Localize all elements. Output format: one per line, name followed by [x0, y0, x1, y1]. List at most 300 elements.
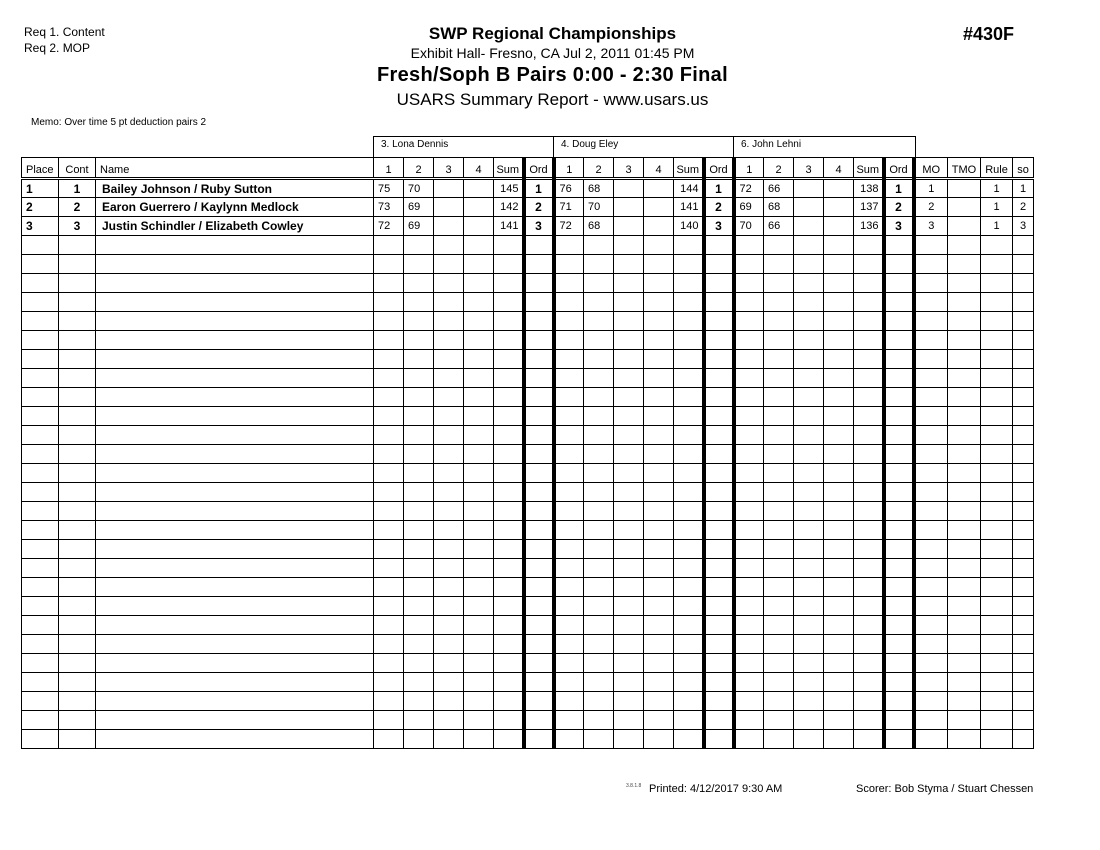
score-4-cell [824, 730, 854, 749]
score-3-cell [614, 616, 644, 635]
ordinal-cell [704, 654, 734, 673]
ordinal-cell [704, 255, 734, 274]
score-3-cell [794, 597, 824, 616]
rule-cell [981, 331, 1013, 350]
score-3-cell [434, 369, 464, 388]
score-2-cell [764, 521, 794, 540]
ordinal-cell [524, 578, 554, 597]
sum-cell [854, 502, 884, 521]
ordinal-cell [884, 331, 914, 350]
score-4-cell [824, 540, 854, 559]
ordinal-cell [704, 673, 734, 692]
score-2-cell [584, 274, 614, 293]
cont-cell [59, 426, 96, 445]
score-4-cell [824, 426, 854, 445]
mo-cell [914, 559, 948, 578]
score-3-cell [434, 274, 464, 293]
table-row [22, 711, 1034, 730]
sum-cell [494, 236, 524, 255]
score-4-cell [644, 654, 674, 673]
ordinal-cell [704, 445, 734, 464]
mo-cell [914, 388, 948, 407]
score-4-cell [464, 578, 494, 597]
sum-cell [854, 407, 884, 426]
mo-cell [914, 274, 948, 293]
score-4-cell [464, 388, 494, 407]
name-cell [96, 559, 374, 578]
score-4-cell [644, 540, 674, 559]
ordinal-cell [524, 673, 554, 692]
score-2-cell [404, 578, 434, 597]
score-4-cell [464, 274, 494, 293]
score-4-cell [644, 445, 674, 464]
rule-cell [981, 559, 1013, 578]
mo-cell [914, 236, 948, 255]
score-3-cell [794, 312, 824, 331]
place-cell [22, 730, 59, 749]
cont-cell: 2 [59, 198, 96, 217]
score-1-cell [554, 236, 584, 255]
header-row [22, 158, 1034, 179]
ordinal-cell [524, 407, 554, 426]
score-2-cell [764, 616, 794, 635]
score-4-cell [464, 502, 494, 521]
score-4-cell [464, 445, 494, 464]
ordinal-cell: 3 [524, 217, 554, 236]
tmo-cell [948, 502, 981, 521]
score-2-cell [584, 578, 614, 597]
mo-cell [914, 483, 948, 502]
name-cell [96, 445, 374, 464]
tmo-cell [948, 445, 981, 464]
score-1-cell [374, 616, 404, 635]
cont-cell [59, 673, 96, 692]
sum-cell [674, 407, 704, 426]
ordinal-cell [884, 483, 914, 502]
sum-cell [494, 331, 524, 350]
score-2-cell [764, 635, 794, 654]
cont-cell: 3 [59, 217, 96, 236]
place-cell [22, 236, 59, 255]
score-1-cell [734, 274, 764, 293]
sum-cell [854, 369, 884, 388]
so-cell [1013, 578, 1034, 597]
tmo-cell [948, 388, 981, 407]
score-2-cell [584, 407, 614, 426]
score-4-cell [644, 293, 674, 312]
rule-cell [981, 236, 1013, 255]
ordinal-cell [884, 673, 914, 692]
score-3-cell [614, 255, 644, 274]
score-3-cell [794, 616, 824, 635]
score-2-cell: 68 [584, 217, 614, 236]
ordinal-cell [704, 559, 734, 578]
ordinal-cell [884, 464, 914, 483]
cont-cell [59, 445, 96, 464]
sum-cell [674, 464, 704, 483]
ordinal-cell [524, 730, 554, 749]
score-2-cell [764, 578, 794, 597]
ordinal-cell [884, 255, 914, 274]
score-3-cell [434, 350, 464, 369]
score-1-cell: 72 [374, 217, 404, 236]
score-2-cell [404, 464, 434, 483]
name-cell [96, 711, 374, 730]
score-2-cell [764, 407, 794, 426]
score-2-cell [404, 730, 434, 749]
score-2-cell [404, 369, 434, 388]
score-4-cell [824, 464, 854, 483]
score-3-cell [614, 673, 644, 692]
ordinal-cell [704, 730, 734, 749]
cont-cell [59, 578, 96, 597]
sum-cell [854, 597, 884, 616]
score-3-cell [614, 179, 644, 198]
name-cell [96, 597, 374, 616]
ordinal-cell [704, 464, 734, 483]
score-2-cell: 69 [404, 198, 434, 217]
sum-cell [854, 293, 884, 312]
table-row [22, 578, 1034, 597]
score-4-cell [464, 597, 494, 616]
score-2-cell [584, 236, 614, 255]
score-3-cell [434, 255, 464, 274]
score-3-cell [794, 274, 824, 293]
ordinal-cell [704, 274, 734, 293]
place-cell [22, 654, 59, 673]
ordinal-cell [884, 236, 914, 255]
ordinal-cell [524, 350, 554, 369]
score-3-cell [614, 483, 644, 502]
score-1-cell [554, 578, 584, 597]
place-cell [22, 559, 59, 578]
score-1-cell [554, 616, 584, 635]
ordinal-cell [884, 445, 914, 464]
mo-cell [914, 369, 948, 388]
sum-cell [494, 255, 524, 274]
sum-cell [494, 559, 524, 578]
score-2-cell [584, 464, 614, 483]
sum-cell [494, 502, 524, 521]
table-row [22, 635, 1034, 654]
sum-cell [494, 654, 524, 673]
score-1-cell [734, 616, 764, 635]
table-row [22, 293, 1034, 312]
score-2-cell [584, 540, 614, 559]
score-1-cell [554, 426, 584, 445]
score-2-cell [764, 388, 794, 407]
score-4-cell [644, 179, 674, 198]
rule-cell [981, 312, 1013, 331]
score-3-cell [614, 654, 644, 673]
score-3-cell [434, 692, 464, 711]
so-cell [1013, 502, 1034, 521]
place-cell [22, 350, 59, 369]
name-cell [96, 274, 374, 293]
ordinal-cell [884, 730, 914, 749]
score-2-cell: 70 [584, 198, 614, 217]
table-row [22, 350, 1034, 369]
score-4-cell [824, 654, 854, 673]
rule-cell [981, 635, 1013, 654]
so-cell [1013, 483, 1034, 502]
table-row [22, 616, 1034, 635]
sum-cell [854, 635, 884, 654]
ordinal-cell [524, 597, 554, 616]
venue-datetime: Exhibit Hall- Fresno, CA Jul 2, 2011 01:45 PM [410, 45, 695, 61]
score-2-cell [764, 673, 794, 692]
table-row [22, 312, 1034, 331]
score-2-cell [404, 635, 434, 654]
score-4-cell [464, 407, 494, 426]
name-cell [96, 730, 374, 749]
place-cell [22, 407, 59, 426]
score-3-cell [434, 654, 464, 673]
score-3-cell [614, 274, 644, 293]
mo-cell [914, 464, 948, 483]
ordinal-cell [884, 502, 914, 521]
score-4-cell [824, 388, 854, 407]
score-1-cell: 75 [374, 179, 404, 198]
score-4-cell [824, 445, 854, 464]
table-row [22, 198, 1034, 217]
ordinal-cell [524, 255, 554, 274]
tmo-cell [948, 274, 981, 293]
cont-cell [59, 350, 96, 369]
tmo-cell [948, 635, 981, 654]
score-2-cell [584, 654, 614, 673]
so-cell [1013, 673, 1034, 692]
ordinal-cell [884, 597, 914, 616]
ordinal-cell [884, 350, 914, 369]
sum-cell [854, 236, 884, 255]
ordinal-cell [524, 540, 554, 559]
requirement-2: Req 2. MOP [24, 41, 91, 55]
place-cell [22, 445, 59, 464]
score-3-cell [794, 521, 824, 540]
cont-cell: 1 [59, 179, 96, 198]
col-header-tmo: TMO [948, 158, 981, 179]
rule-cell: 1 [981, 179, 1013, 198]
score-1-cell [374, 540, 404, 559]
score-2-cell [764, 559, 794, 578]
score-1-cell [374, 236, 404, 255]
score-2-cell [764, 255, 794, 274]
name-cell [96, 692, 374, 711]
printed-timestamp: Printed: 4/12/2017 9:30 AM [649, 783, 783, 795]
score-2-cell [404, 255, 434, 274]
score-4-cell [464, 483, 494, 502]
ordinal-cell [704, 236, 734, 255]
so-cell [1013, 274, 1034, 293]
rule-cell [981, 293, 1013, 312]
tmo-cell [948, 654, 981, 673]
col-header-name: Name [96, 158, 374, 179]
score-3-cell [614, 426, 644, 445]
sum-cell: 141 [494, 217, 524, 236]
score-3-cell [794, 369, 824, 388]
sum-cell [674, 616, 704, 635]
rule-cell [981, 274, 1013, 293]
score-1-cell [554, 635, 584, 654]
cont-cell [59, 597, 96, 616]
score-3-cell [434, 635, 464, 654]
name-cell [96, 483, 374, 502]
score-3-cell [434, 502, 464, 521]
score-2-cell [404, 445, 434, 464]
mo-cell [914, 407, 948, 426]
score-4-cell [824, 331, 854, 350]
sum-cell [854, 578, 884, 597]
score-2-cell [404, 274, 434, 293]
ordinal-cell [524, 274, 554, 293]
score-3-cell [794, 293, 824, 312]
name-cell [96, 350, 374, 369]
tmo-cell [948, 730, 981, 749]
ordinal-cell [704, 578, 734, 597]
score-4-cell [464, 730, 494, 749]
ordinal-cell [524, 559, 554, 578]
sum-cell [854, 464, 884, 483]
score-4-cell [824, 559, 854, 578]
score-2-cell [404, 312, 434, 331]
score-1-cell [554, 597, 584, 616]
so-cell [1013, 616, 1034, 635]
rule-cell [981, 483, 1013, 502]
score-1-cell [734, 255, 764, 274]
col-header-j3-2: 2 [764, 158, 794, 179]
table-row [22, 274, 1034, 293]
table-row [22, 464, 1034, 483]
score-4-cell [824, 255, 854, 274]
score-3-cell [434, 198, 464, 217]
score-4-cell [824, 369, 854, 388]
sum-cell [674, 692, 704, 711]
score-4-cell [644, 578, 674, 597]
cont-cell [59, 559, 96, 578]
mo-cell [914, 331, 948, 350]
ordinal-cell [704, 540, 734, 559]
tmo-cell [948, 578, 981, 597]
col-header-j3-ord: Ord [884, 158, 914, 179]
score-1-cell [374, 654, 404, 673]
judge-header-2: 4. Doug Eley [553, 136, 734, 157]
score-4-cell [464, 521, 494, 540]
score-2-cell [584, 616, 614, 635]
table-row [22, 255, 1034, 274]
cont-cell [59, 483, 96, 502]
score-2-cell [404, 540, 434, 559]
ordinal-cell [704, 312, 734, 331]
score-2-cell [404, 673, 434, 692]
sum-cell: 138 [854, 179, 884, 198]
sum-cell: 137 [854, 198, 884, 217]
score-3-cell [794, 635, 824, 654]
score-2-cell [404, 236, 434, 255]
col-header-rule: Rule [981, 158, 1013, 179]
score-4-cell [644, 597, 674, 616]
cont-cell [59, 274, 96, 293]
score-2-cell [764, 293, 794, 312]
sum-cell [674, 502, 704, 521]
tmo-cell [948, 369, 981, 388]
score-4-cell [824, 293, 854, 312]
score-1-cell [374, 483, 404, 502]
score-2-cell [584, 445, 614, 464]
sum-cell [854, 312, 884, 331]
sum-cell: 144 [674, 179, 704, 198]
ordinal-cell [524, 312, 554, 331]
score-3-cell [794, 673, 824, 692]
competition-title: SWP Regional Championships [428, 24, 677, 43]
score-4-cell [824, 578, 854, 597]
name-cell [96, 293, 374, 312]
score-4-cell [824, 673, 854, 692]
score-1-cell [734, 673, 764, 692]
score-1-cell [374, 445, 404, 464]
col-header-j2-3: 3 [614, 158, 644, 179]
ordinal-cell [884, 426, 914, 445]
sum-cell [674, 350, 704, 369]
score-4-cell [644, 350, 674, 369]
mo-cell [914, 616, 948, 635]
mo-cell: 2 [914, 198, 948, 217]
ordinal-cell [884, 369, 914, 388]
table-row [22, 179, 1034, 198]
mo-cell: 1 [914, 179, 948, 198]
score-4-cell [644, 711, 674, 730]
score-3-cell [434, 293, 464, 312]
sum-cell [494, 388, 524, 407]
table-row [22, 654, 1034, 673]
ordinal-cell [704, 502, 734, 521]
score-2-cell [584, 483, 614, 502]
score-1-cell [734, 464, 764, 483]
rule-cell [981, 692, 1013, 711]
score-2-cell [584, 369, 614, 388]
place-cell [22, 464, 59, 483]
score-1-cell [734, 711, 764, 730]
score-4-cell [824, 312, 854, 331]
score-4-cell [824, 179, 854, 198]
score-3-cell [614, 635, 644, 654]
score-2-cell: 69 [404, 217, 434, 236]
score-4-cell [644, 521, 674, 540]
ordinal-cell [524, 426, 554, 445]
col-header-j2-ord: Ord [704, 158, 734, 179]
sum-cell [494, 692, 524, 711]
col-header-mo: MO [914, 158, 948, 179]
score-1-cell [554, 483, 584, 502]
ordinal-cell [524, 635, 554, 654]
score-3-cell [434, 388, 464, 407]
rule-cell [981, 654, 1013, 673]
name-cell [96, 255, 374, 274]
ordinal-cell: 2 [884, 198, 914, 217]
sum-cell [494, 407, 524, 426]
score-2-cell [584, 711, 614, 730]
sum-cell [854, 331, 884, 350]
sum-cell [674, 426, 704, 445]
score-4-cell [464, 692, 494, 711]
score-2-cell [404, 331, 434, 350]
sum-cell [854, 388, 884, 407]
sum-cell [494, 711, 524, 730]
score-1-cell [734, 502, 764, 521]
score-1-cell [734, 635, 764, 654]
score-4-cell [644, 464, 674, 483]
place-cell [22, 578, 59, 597]
